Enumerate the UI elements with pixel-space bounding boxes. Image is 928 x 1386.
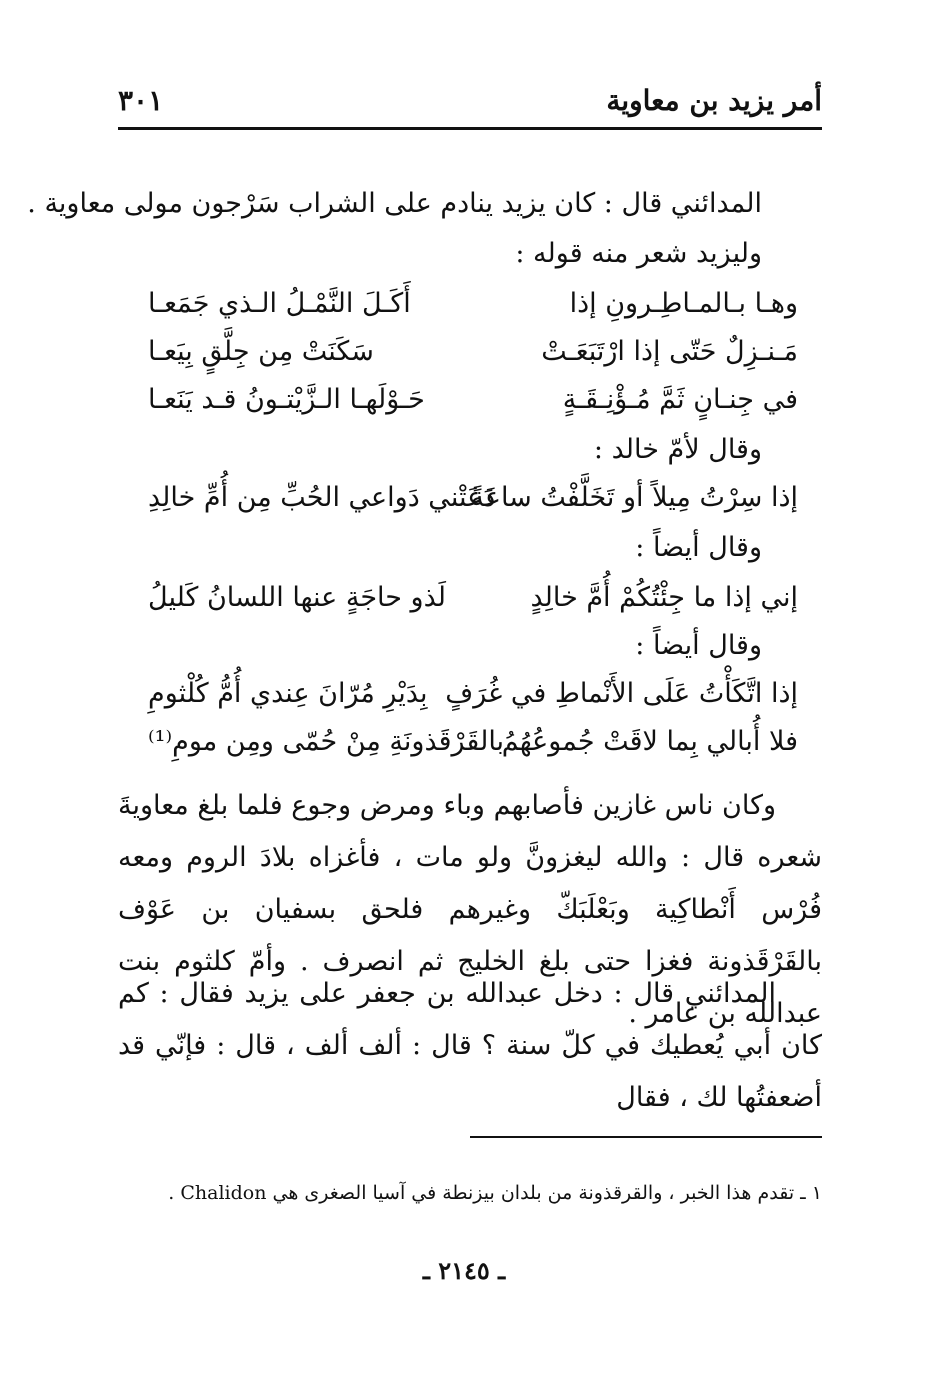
text-line: المدائني قال : كان يزيد ينادم على الشراب سَرْجون مولى معاوية .	[27, 188, 762, 219]
poem-verse	[148, 336, 798, 386]
verse-hemistich-second: لَذو حاجَةٍ عنها اللسانُ كَليلُ	[148, 582, 446, 613]
footnote: ١ ـ تقدم هذا الخبر ، والقرقذونة من بلدان بيزنطة في آسيا الصغرى هي Chalidon .	[168, 1182, 822, 1204]
poem-verse	[148, 726, 798, 776]
verse-hemistich-first: في جِنـانٍ ثَمَّ مُـؤْنِـقَـةٍ	[562, 384, 798, 415]
verse-hemistich-second: دَعَتْني دَواعي الحُبِّ مِن أُمِّ خالِدِ	[148, 482, 496, 513]
verse-hemistich-first: فلا أُبالي بِما لاقَتْ جُموعُهُمُ	[501, 726, 798, 757]
poem-verse	[148, 678, 798, 728]
paragraph: وكان ناس غازين فأصابهم وباء ومرض وجوع فلما بلغ معاويةَ شعره قال : والله ليغزونَّ ولو مات ، فأغزاه بلادَ الروم ومعه فُرْس أَنْطاكِية وبَعْلَبَكّ وغيرهم فلحق بسفيان بن عَوْف بالقَرْقَذونة فغزا حتى بلغ الخليج ثم انصرف . وأمّ كلثوم بنت عبدالله بن عامر .	[118, 790, 822, 1029]
verse-intro: وقال لأمّ خالد :	[593, 434, 762, 465]
running-header	[118, 80, 822, 124]
poem-verse	[148, 384, 798, 434]
poem-verse	[148, 482, 798, 532]
verse-hemistich-second: حَـوْلَهـا الـزَّيْتـونُ قـد يَنَعـا	[148, 384, 425, 415]
header-rule	[118, 127, 822, 130]
page-number: ٣٠١	[118, 84, 164, 117]
verse-hemistich-second: بِدَيْرِ مُرّانَ عِندي أُمُّ كُلْثومِ	[148, 678, 428, 709]
verse-intro: وقال أيضاً :	[635, 532, 762, 563]
verse-hemistich-first: إني إذا ما جِئْتُكُمْ أُمَّ خالِدٍ	[530, 582, 798, 613]
paragraph: المدائني قال : دخل عبدالله بن جعفر على يزيد فقال : كم كان أبي يُعطيك في كلّ سنة ؟ قال : ألف ألف ، قال : فإنّي قد أضعفتُها لك ، فقال	[118, 978, 822, 1113]
verse-intro: وقال أيضاً :	[635, 630, 762, 661]
chapter-title: أمر يزيد بن معاوية	[606, 84, 822, 117]
folio-number: ـ ٢١٤٥ ـ	[422, 1256, 506, 1285]
poem-verse	[148, 582, 798, 632]
footnote-rule	[470, 1136, 822, 1138]
verse-hemistich-first: مَـنـزِلٌ حَتّى إذا ارْتَبَعَـتْ	[541, 336, 798, 367]
poem-verse	[148, 288, 798, 338]
verse-hemistich-second: بالقَرْقَذونَةِ مِنْ حُمّى ومِن مومِ⁽¹⁾	[148, 726, 505, 757]
text-line: وليزيد شعر منه قوله :	[515, 238, 762, 269]
verse-hemistich-first: إذا سِرْتُ مِيلاً أو تَخَلَّفْتُ ساعَةً	[470, 482, 798, 513]
verse-hemistich-first: إذا اتَّكَأْتُ عَلَى الأَنْماطِ في غُرَفٍ	[445, 678, 798, 709]
verse-hemistich-first: وهـا بـالمـاطِـرونِ إذا	[569, 288, 798, 319]
verse-hemistich-second: سَكَنَتْ مِن جِلَّقٍ بِيَعـا	[148, 336, 374, 367]
verse-hemistich-second: أَكَـلَ النَّمْـلُ الـذي جَمَعـا	[148, 288, 411, 319]
